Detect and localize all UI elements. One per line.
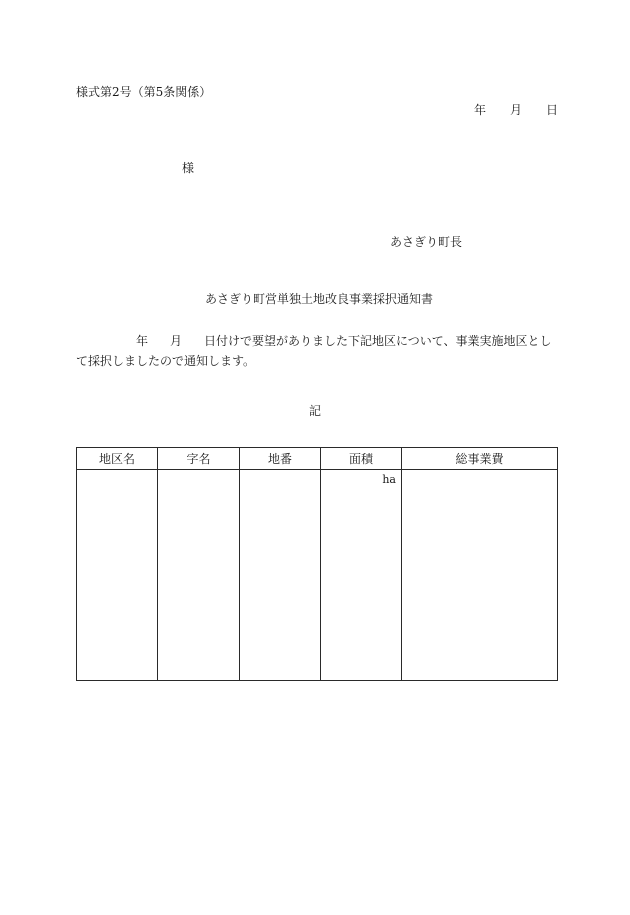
header-aza-name: 字名 [158, 448, 240, 470]
detail-table [76, 447, 558, 681]
cell-area [321, 470, 402, 681]
cell-total-cost [402, 470, 558, 681]
cell-lot-number [240, 470, 321, 681]
header-total-cost: 総事業費 [402, 448, 558, 470]
body-year-label: 年 [136, 334, 149, 348]
date-line [474, 104, 558, 116]
header-lot-number: 地番 [240, 448, 321, 470]
date-day-label: 日 [546, 103, 559, 117]
cell-aza-name [158, 470, 240, 681]
table-header-row [77, 448, 558, 470]
date-year-label: 年 [474, 103, 487, 117]
header-district-name: 地区名 [77, 448, 158, 470]
cell-district-name [77, 470, 158, 681]
ki-heading: 記 [309, 404, 322, 418]
document-title: あさぎり町営単独土地改良事業採択通知書 [205, 292, 434, 306]
header-area: 面積 [321, 448, 402, 470]
body-month-label: 月 [170, 334, 183, 348]
form-number: 様式第2号（第5条関係） [76, 85, 212, 99]
issuer-name: あさぎり町長 [390, 235, 463, 249]
date-month-label: 月 [510, 103, 523, 117]
table-row [77, 470, 558, 681]
area-unit: ha [382, 473, 396, 486]
body-text [76, 331, 558, 371]
recipient-suffix: 様 [182, 161, 195, 175]
body-sentence: 日付けで要望がありました下記地区について、事業実施地区として採択しましたので通知します。 [76, 334, 552, 368]
